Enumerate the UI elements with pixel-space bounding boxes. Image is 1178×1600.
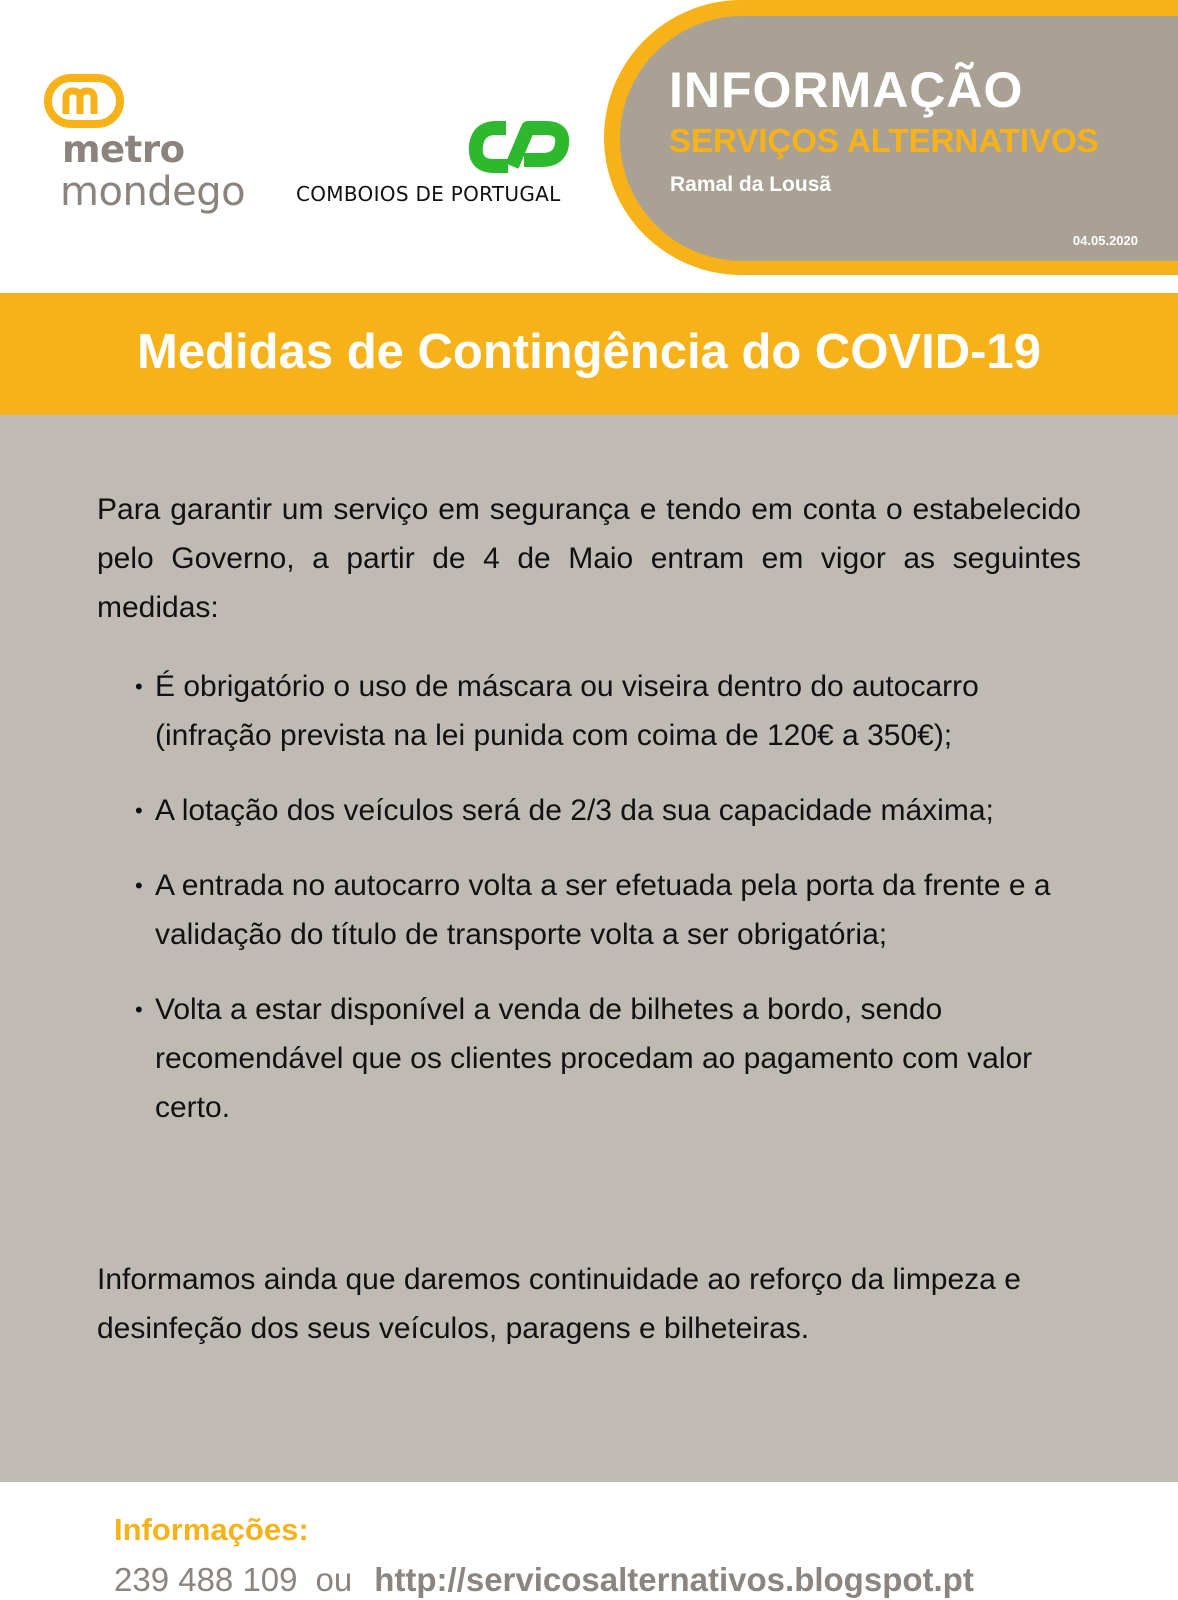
notice-body bbox=[0, 415, 1178, 1482]
cp-logo-icon bbox=[466, 120, 572, 174]
list-item-text: A entrada no autocarro volta a ser efetuada pela porta da frente e a validação do título de transporte volta a ser obrigatória; bbox=[155, 869, 1051, 951]
footer-contact bbox=[114, 1561, 974, 1599]
page-title: Medidas de Contingência do COVID-19 bbox=[137, 325, 1041, 379]
bullet-dot-icon: • bbox=[135, 674, 143, 699]
footer-label: Informações: bbox=[114, 1512, 309, 1547]
info-subtitle: SERVIÇOS ALTERNATIVOS bbox=[669, 122, 1099, 159]
bullet-dot-icon: • bbox=[135, 798, 143, 823]
list-item bbox=[135, 985, 1095, 1132]
header bbox=[0, 0, 1178, 290]
metro-mondego-logo bbox=[40, 74, 270, 224]
footer-separator: ou bbox=[315, 1561, 353, 1598]
list-item-text: Volta a estar disponível a venda de bilhetes a bordo, sendo recomendável que os clientes procedam ao pagamento com valor certo. bbox=[155, 993, 1033, 1124]
metro-logo-text: metro bbox=[62, 128, 185, 171]
list-item bbox=[135, 662, 1095, 760]
cp-logo bbox=[290, 120, 580, 215]
bullet-dot-icon: • bbox=[135, 873, 143, 898]
intro-paragraph: Para garantir um serviço em segurança e tendo em conta o estabelecido pelo Governo, a partir de 4 de Maio entram em vigor as seguintes medidas: bbox=[97, 493, 1081, 624]
cp-logo-text: COMBOIOS DE PORTUGAL bbox=[296, 182, 561, 206]
measures-list bbox=[135, 662, 1095, 1132]
metro-m-logo-icon bbox=[44, 74, 126, 130]
title-banner bbox=[0, 293, 1178, 415]
list-item bbox=[135, 786, 1095, 835]
mondego-logo-text: mondego bbox=[60, 169, 246, 215]
info-line-name: Ramal da Lousã bbox=[670, 173, 832, 196]
phone-number[interactable]: 239 488 109 bbox=[114, 1561, 298, 1598]
list-item bbox=[135, 861, 1095, 959]
blog-link[interactable]: http://servicosalternativos.blogspot.pt bbox=[374, 1561, 974, 1598]
info-date: 04.05.2020 bbox=[1072, 233, 1138, 248]
list-item-text: A lotação dos veículos será de 2/3 da sua capacidade máxima; bbox=[155, 794, 994, 827]
closing-paragraph: Informamos ainda que daremos continuidade ao reforço da limpeza e desinfeção dos seus veículos, paragens e bilheteiras. bbox=[97, 1263, 1021, 1345]
info-title: INFORMAÇÃO bbox=[669, 62, 1024, 118]
bullet-dot-icon: • bbox=[135, 997, 143, 1022]
list-item-text: É obrigatório o uso de máscara ou viseira dentro do autocarro (infração prevista na lei punida com coima de 120€ a 350€); bbox=[155, 670, 979, 752]
